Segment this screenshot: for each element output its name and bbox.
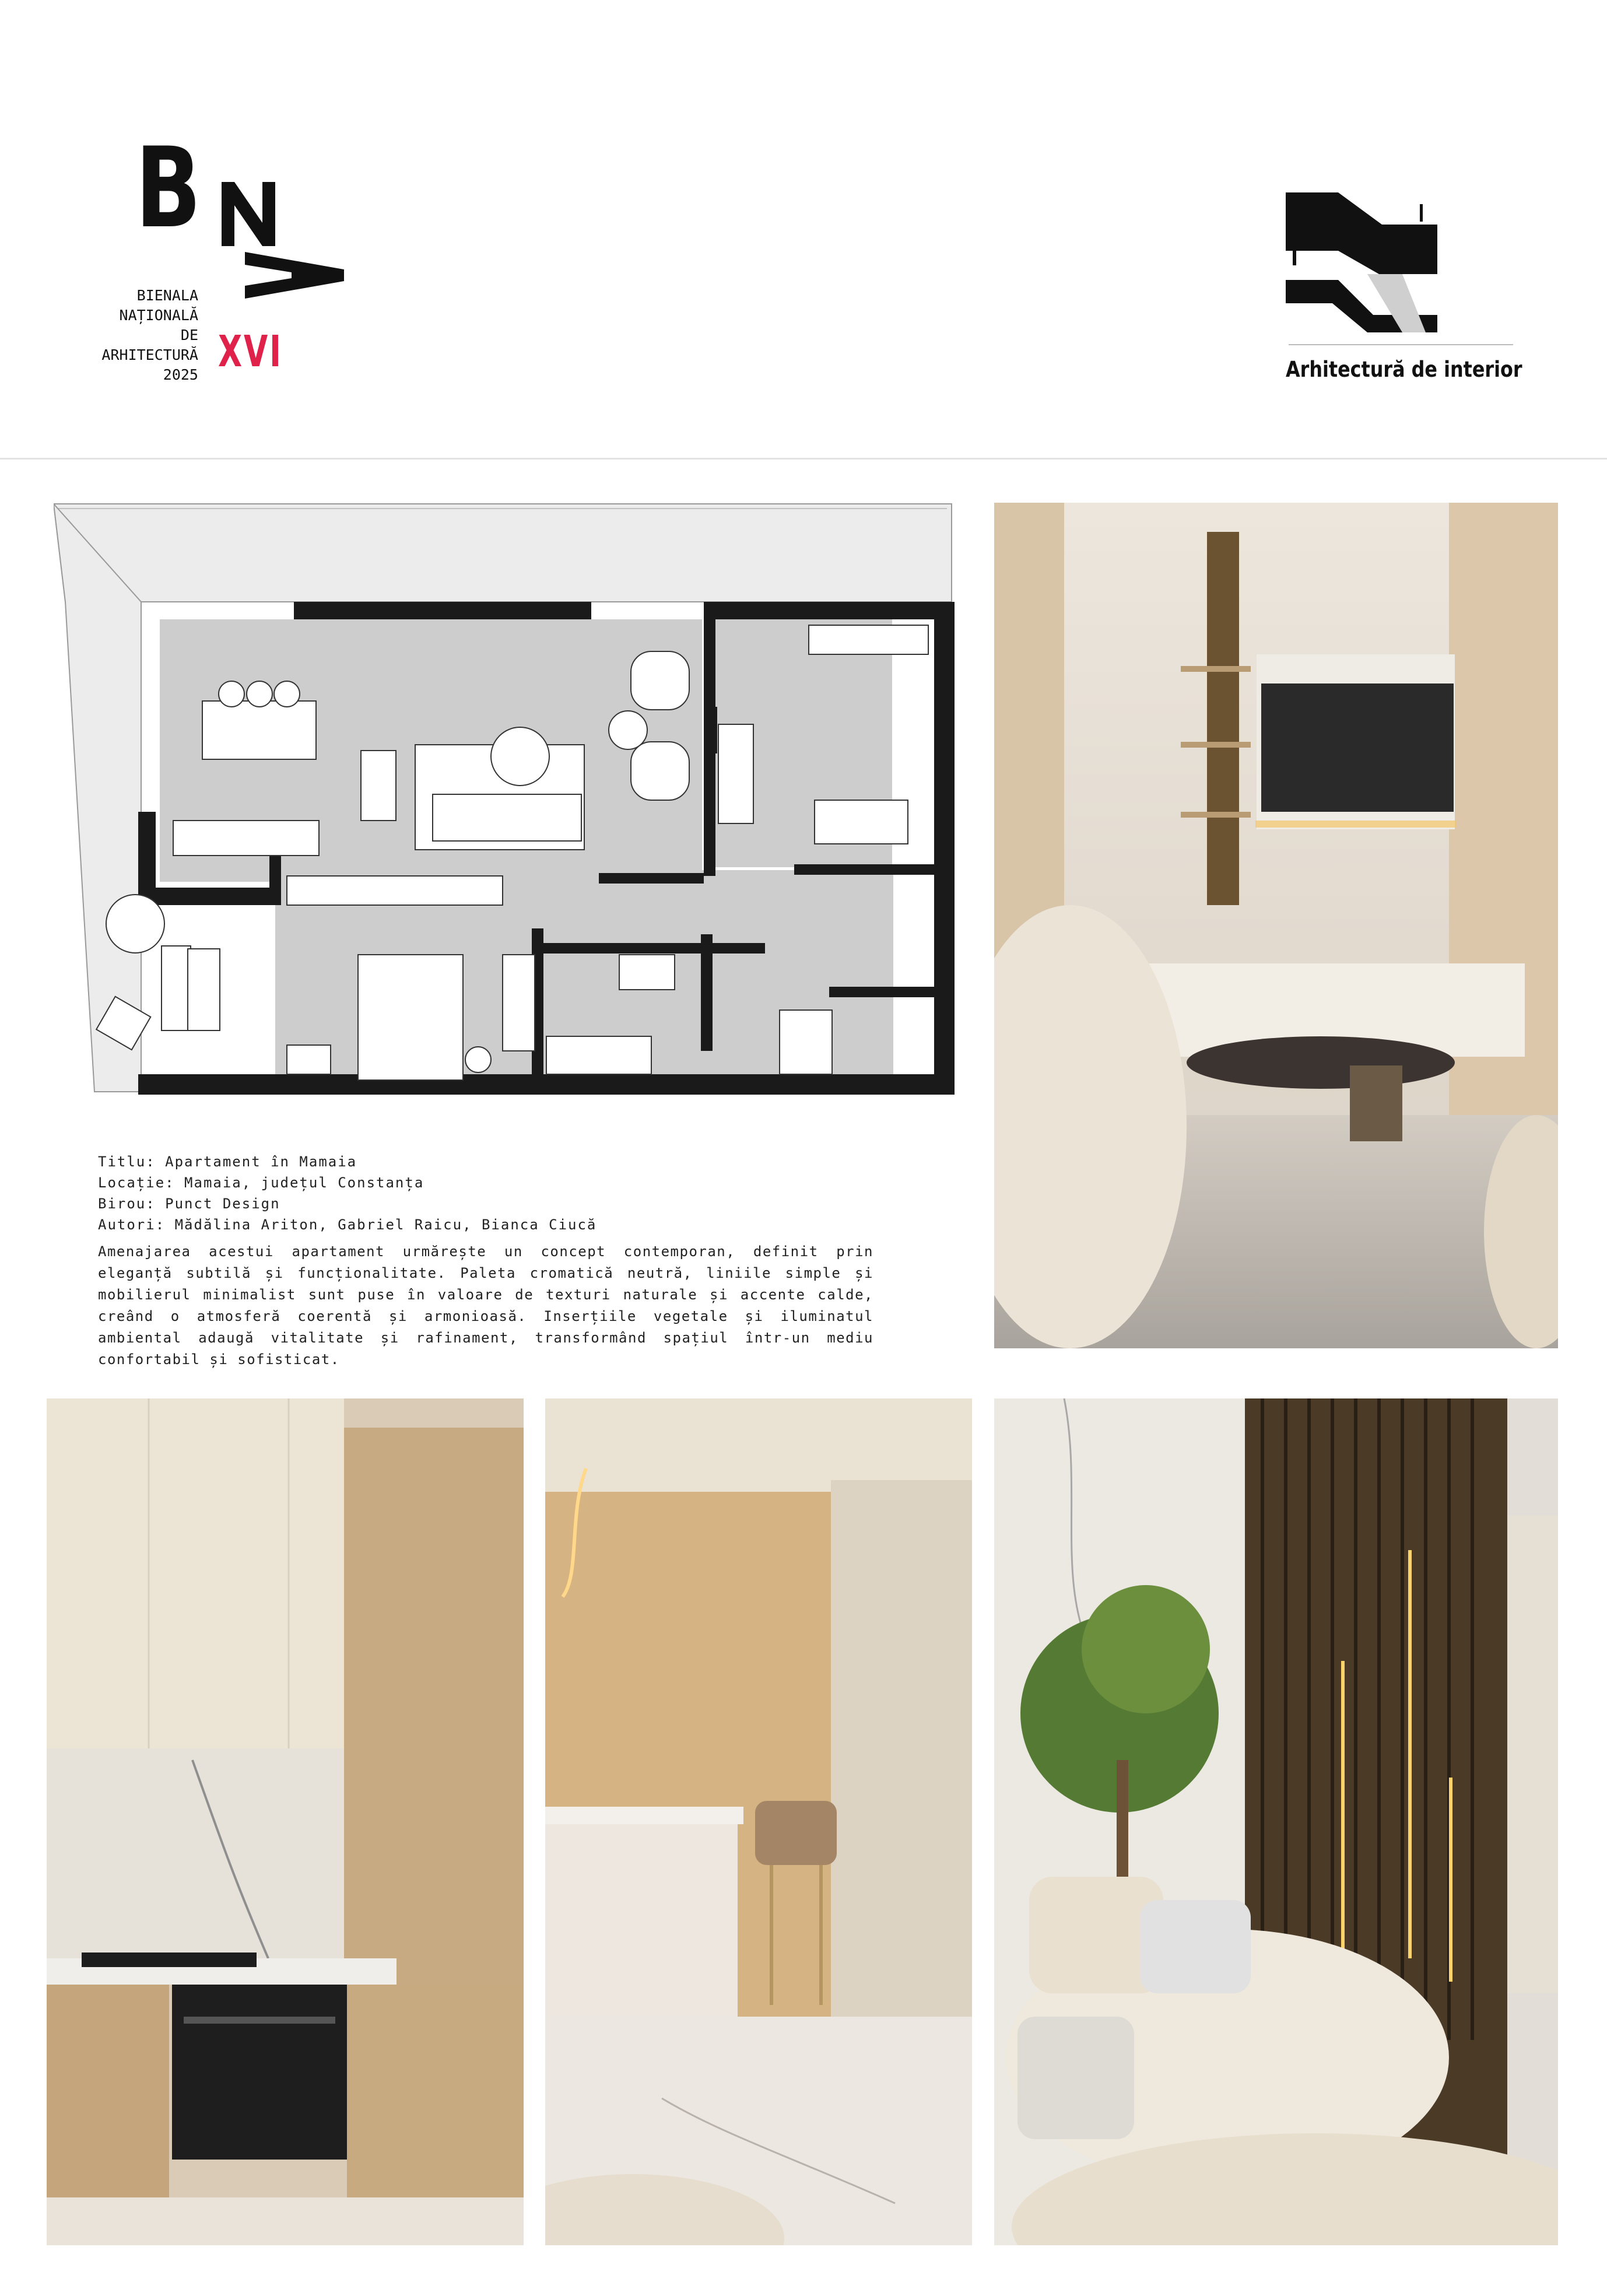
dining-photo <box>545 1398 972 2245</box>
logo-line-bienala: BIENALA <box>136 287 198 304</box>
logo-line-arhitectura: ARHITECTURĂ <box>101 346 198 363</box>
lounge-photo <box>994 1398 1558 2245</box>
kitchen-photo <box>47 1398 524 2245</box>
floor-plan <box>54 503 955 1098</box>
category-rule <box>1289 344 1513 345</box>
logo-line-year: 2025 <box>163 366 198 383</box>
living-room-photo <box>994 503 1558 1348</box>
logo-line-de: DE <box>180 327 198 343</box>
edition-label: XVI <box>218 327 283 377</box>
category-logo-icon <box>1286 192 1437 341</box>
logo-line-nationala: NAȚIONALĂ <box>119 307 198 324</box>
project-title: Titlu: Apartament în Mamaia <box>98 1154 357 1170</box>
category-label: Arhitectură de interior <box>1286 357 1522 382</box>
project-authors: Autori: Mădălina Ariton, Gabriel Raicu, Bianca Ciucă <box>98 1217 597 1233</box>
header-divider <box>0 458 1607 460</box>
project-description: Amenajarea acestui apartament urmărește un concept contemporan, definit prin eleganță subtilă și funcționalitate. Paleta cromatică neutră, liniile simple și mobilierul minimalist sunt puse în valoare de texturi naturale și accente calde, creând o atmosferă coerentă și armonioasă. Inserțiile vegetale și iluminatul ambiental adaugă vitalitate și rafinament, transformând spațiul într-un mediu confortabil și sofisticat. <box>98 1243 873 1368</box>
bna-logo-na-mark <box>222 182 344 302</box>
bna-logo-text <box>87 286 198 385</box>
project-location: Locație: Mamaia, județul Constanța <box>98 1175 424 1191</box>
bna-logo-b: B <box>135 124 199 253</box>
project-office: Birou: Punct Design <box>98 1196 280 1212</box>
